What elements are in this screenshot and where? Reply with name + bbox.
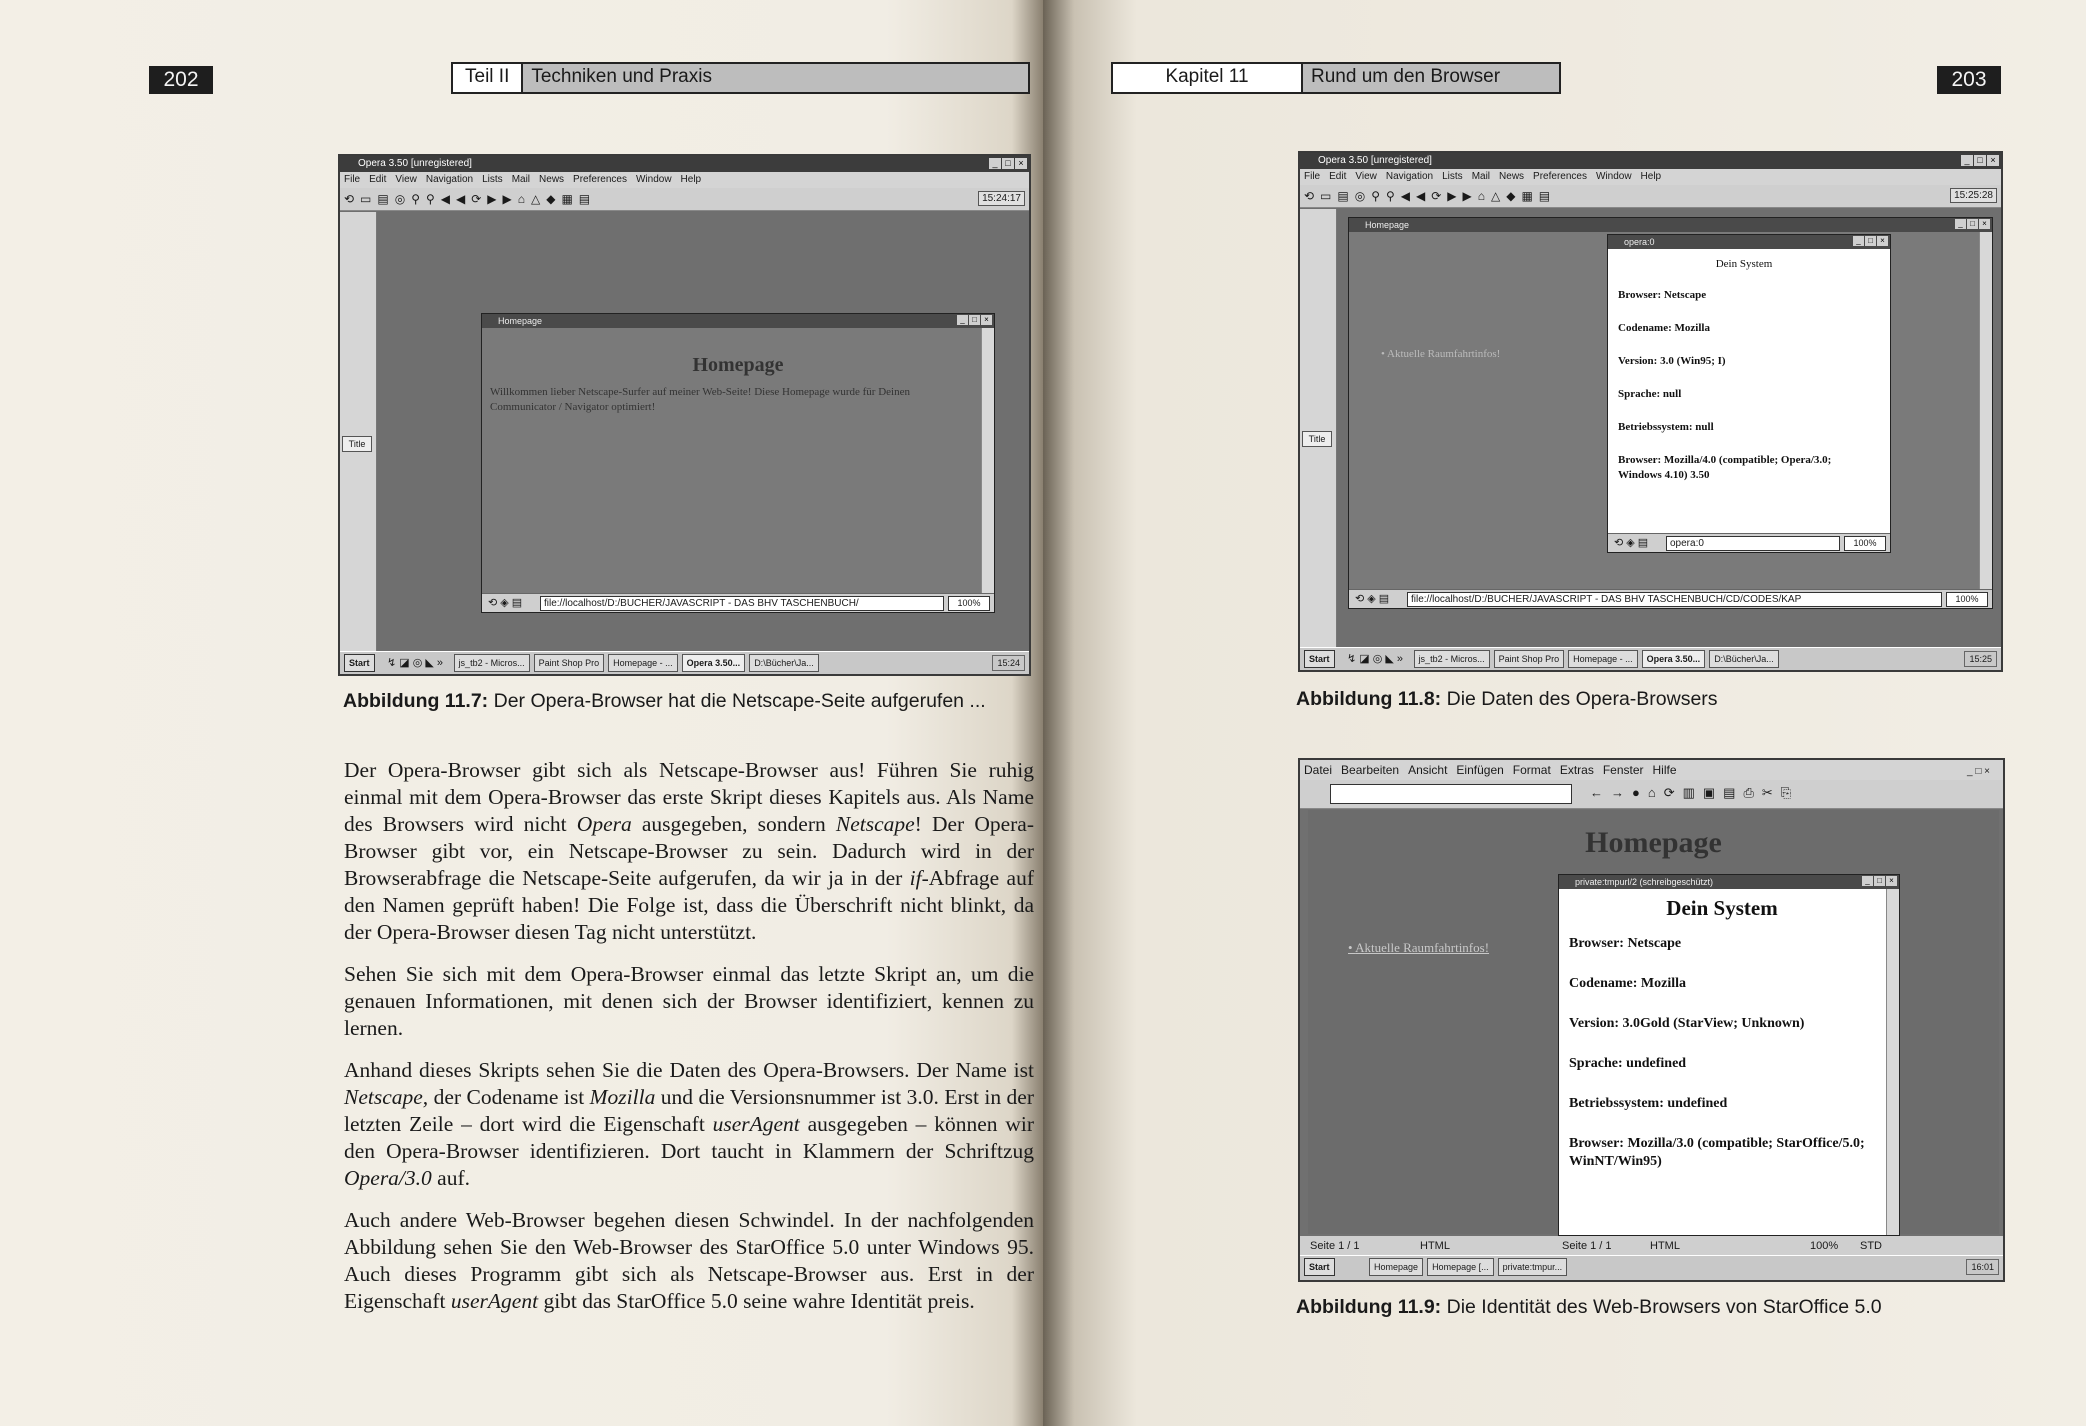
menu-lists[interactable]: Lists bbox=[1442, 171, 1463, 182]
info-browser: Browser: Netscape bbox=[1569, 936, 1682, 951]
app-titlebar bbox=[1300, 153, 2001, 169]
address-input[interactable]: file://localhost/D:/BUCHER/JAVASCRIPT - DAS BHV TASCHENBUCH/ bbox=[540, 596, 944, 611]
maximize-icon[interactable]: □ bbox=[1974, 155, 1986, 166]
paragraph-1 bbox=[344, 757, 1034, 946]
quicklaunch-icons[interactable]: ↯ ◪ ◎ ◣ » bbox=[387, 657, 444, 669]
running-header bbox=[451, 62, 1030, 94]
task-word[interactable]: js_tb2 - Micros... bbox=[1414, 650, 1490, 668]
task-paintshop[interactable]: Paint Shop Pro bbox=[1494, 650, 1565, 668]
figure-caption-1 bbox=[1296, 688, 1718, 711]
status-bar bbox=[1300, 1236, 2003, 1256]
paragraph-4 bbox=[344, 1207, 1034, 1315]
app-titlebar bbox=[340, 156, 1029, 172]
text-run: Der Opera-Browser gibt sich als Netscape-Browser aus! Führen Sie ruhig einmal mit dem Opera-Browser das erste Skript dieses Kapitels aus. Als Name des Browsers wird nicht bbox=[344, 758, 1034, 836]
address-icons[interactable]: ⟲ ◈ ▤ bbox=[488, 597, 523, 609]
info-os: Betriebssystem: null bbox=[1618, 421, 1714, 433]
menu-mail[interactable]: Mail bbox=[1471, 171, 1491, 182]
popup-heading: Dein System bbox=[1666, 896, 1778, 920]
info-browser: Browser: Netscape bbox=[1618, 289, 1707, 301]
figure-11-7-screenshot bbox=[338, 154, 1031, 676]
address-input[interactable]: file://localhost/D:/BUCHER/JAVASCRIPT - DAS BHV TASCHENBUCH/CD/CODES/KAP bbox=[1407, 592, 1942, 607]
document-area bbox=[1308, 810, 1999, 1234]
popup-title: private:tmpurl/2 (schreibgeschützt) bbox=[1575, 877, 1714, 887]
status-zoom: 100% bbox=[1810, 1240, 1839, 1252]
text-run: Auch andere Web-Browser begehen diesen Schwindel. In der nachfolgenden Abbildung sehen Sie den Web-Browser des StarOffice 5.0 unter Windows 95. Auch dieses Programm gibt sich als Netscape-Browser aus. Erst in der Eigenschaft bbox=[344, 1208, 1034, 1313]
status-page: Seite 1 / 1 bbox=[1310, 1240, 1360, 1252]
page-number: 203 bbox=[1937, 66, 2001, 94]
toolbar-icons[interactable]: ⟲▭▤◎⚲⚲◀◀⟳▶▶⌂△◆▦▤ bbox=[344, 192, 597, 206]
clock-display: 15:25:28 bbox=[1950, 188, 1997, 203]
task-word[interactable]: js_tb2 - Micros... bbox=[454, 654, 530, 672]
menu-bearbeiten[interactable]: Bearbeiten bbox=[1341, 763, 1400, 777]
maximize-icon[interactable]: □ bbox=[1967, 219, 1978, 229]
italic-run: userAgent bbox=[712, 1112, 800, 1136]
italic-run: Netscape bbox=[835, 812, 915, 836]
raumfahrt-link[interactable]: • Aktuelle Raumfahrtinfos! bbox=[1348, 940, 1490, 955]
menu-news[interactable]: News bbox=[1499, 171, 1525, 182]
task-homepage[interactable]: Homepage bbox=[1369, 1258, 1423, 1276]
popup-titlebar bbox=[1608, 235, 1890, 249]
maximize-icon[interactable]: □ bbox=[969, 315, 980, 325]
popup-zoom-select[interactable]: 100% bbox=[1844, 536, 1886, 551]
task-paintshop[interactable]: Paint Shop Pro bbox=[534, 654, 605, 672]
toolbar bbox=[340, 188, 1029, 211]
menu-view[interactable]: View bbox=[1355, 171, 1377, 182]
status-mode: HTML bbox=[1420, 1240, 1450, 1252]
popup-heading: Dein System bbox=[1715, 258, 1773, 270]
hotlist-title: Title bbox=[342, 436, 372, 452]
task-opera[interactable]: Opera 3.50... bbox=[682, 654, 746, 672]
caption-text: Der Opera-Browser hat die Netscape-Seite aufgerufen ... bbox=[493, 690, 986, 712]
menu-bar bbox=[1300, 760, 2003, 780]
menu-preferences[interactable]: Preferences bbox=[573, 174, 627, 185]
taskbar-clock: 15:24 bbox=[992, 655, 1025, 671]
info-version: Version: 3.0 (Win95; I) bbox=[1618, 355, 1726, 367]
window-controls[interactable]: _ □ × bbox=[1967, 766, 1990, 777]
menu-edit[interactable]: Edit bbox=[1329, 171, 1347, 182]
info-codename: Codename: Mozilla bbox=[1569, 976, 1687, 991]
info-codename: Codename: Mozilla bbox=[1618, 322, 1710, 334]
taskbar-clock: 15:25 bbox=[1964, 651, 1997, 667]
minimize-icon[interactable]: _ bbox=[1853, 236, 1864, 246]
address-bar bbox=[482, 593, 994, 612]
raumfahrt-link-text[interactable]: Aktuelle Raumfahrtinfos! bbox=[1387, 348, 1501, 360]
page-heading: Homepage bbox=[1585, 826, 1722, 859]
text-run: ! Der Opera-Browser gibt vor, ein Netscape-Browser zu sein. Dadurch wird in der Browserabfrage die Netscape-Seite aufgerufen, da wir ja in der bbox=[344, 812, 1034, 890]
task-private[interactable]: private:tmpur... bbox=[1498, 1258, 1568, 1276]
vertical-scrollbar[interactable] bbox=[1979, 232, 1992, 590]
url-combobox[interactable] bbox=[1330, 784, 1572, 804]
info-language: Sprache: null bbox=[1618, 388, 1682, 400]
caption-label: Abbildung 11.7: bbox=[343, 690, 489, 712]
caption-label: Abbildung 11.8: bbox=[1296, 688, 1442, 710]
header-title: Techniken und Praxis bbox=[523, 64, 1028, 92]
menu-edit[interactable]: Edit bbox=[369, 174, 387, 185]
hotlist-panel[interactable] bbox=[1300, 209, 1337, 648]
text-run: ausgegeben, sondern bbox=[631, 812, 836, 836]
menu-help[interactable]: Help bbox=[1640, 171, 1662, 182]
menu-bar bbox=[340, 172, 1029, 188]
minimize-icon[interactable]: _ bbox=[957, 315, 968, 325]
taskbar bbox=[1300, 1255, 2003, 1280]
minimize-icon[interactable]: _ bbox=[1955, 219, 1966, 229]
raumfahrt-link[interactable]: • Aktuelle Raumfahrtinfos! bbox=[1381, 348, 1501, 360]
toolbar bbox=[1300, 780, 2003, 809]
text-run: ausgegeben – können wir den Opera-Browser identifizieren. Dort taucht in Klammern der Schriftzug bbox=[344, 1112, 1034, 1163]
task-opera[interactable]: Opera 3.50... bbox=[1642, 650, 1706, 668]
text-run: und die Versionsnummer ist 3.0. Erst in der letzten Zeile – dort wird die Eigenschaft bbox=[344, 1085, 1034, 1136]
quicklaunch-icons[interactable]: ↯ ◪ ◎ ◣ » bbox=[1347, 653, 1404, 665]
popup-address-bar bbox=[1608, 533, 1890, 552]
maximize-icon[interactable]: □ bbox=[1874, 876, 1885, 886]
menu-window[interactable]: Window bbox=[635, 174, 672, 185]
hotlist-title: Title bbox=[1302, 431, 1332, 447]
homepage-window-titlebar bbox=[1349, 218, 1992, 232]
page-text: Willkommen lieber Netscape-Surfer auf meiner Web-Seite! Diese Homepage wurde für Deinen Communicator / Navigator optimiert! bbox=[490, 386, 910, 413]
menu-fenster[interactable]: Fenster bbox=[1602, 763, 1644, 777]
task-homepage-2[interactable]: Homepage [... bbox=[1427, 1258, 1494, 1276]
address-bar bbox=[1349, 589, 1992, 608]
menu-window[interactable]: Window bbox=[1595, 171, 1632, 182]
figure-11-9-screenshot bbox=[1298, 758, 2005, 1282]
header-title: Rund um den Browser bbox=[1303, 64, 1559, 92]
info-os: Betriebssystem: undefined bbox=[1569, 1096, 1728, 1111]
vertical-scrollbar[interactable] bbox=[1886, 889, 1899, 1235]
menu-file[interactable]: File bbox=[1304, 171, 1321, 182]
menu-hilfe[interactable]: Hilfe bbox=[1652, 763, 1677, 777]
start-button[interactable]: Start bbox=[1304, 650, 1335, 668]
text-run: Anhand dieses Skripts sehen Sie die Daten des Opera-Browsers. Der Name ist bbox=[344, 1058, 1034, 1082]
staroffice-popup-window[interactable] bbox=[1558, 874, 1900, 1236]
homepage-window-title: Homepage bbox=[498, 316, 543, 326]
close-icon[interactable]: × bbox=[1877, 236, 1888, 246]
homepage-window[interactable] bbox=[481, 313, 995, 613]
minimize-icon[interactable]: _ bbox=[1862, 876, 1873, 886]
homepage-window-titlebar bbox=[482, 314, 994, 328]
maximize-icon[interactable]: □ bbox=[1865, 236, 1876, 246]
hotlist-panel[interactable] bbox=[340, 212, 377, 652]
app-title: Opera 3.50 [unregistered] bbox=[358, 158, 472, 169]
taskbar bbox=[340, 651, 1029, 674]
toolbar-icons[interactable]: ⟲▭▤◎⚲⚲◀◀⟳▶▶⌂△◆▦▤ bbox=[1304, 189, 1557, 203]
close-icon[interactable]: × bbox=[1886, 876, 1897, 886]
start-button[interactable]: Start bbox=[344, 654, 375, 672]
toolbar-icons[interactable]: ←→●⌂⟳▥▣▤⎙✂⎘ bbox=[1590, 785, 1800, 800]
system-info bbox=[1608, 249, 1890, 483]
italic-run: Opera bbox=[576, 812, 632, 836]
italic-run: Netscape, bbox=[344, 1085, 429, 1109]
address-icons[interactable]: ⟲ ◈ ▤ bbox=[1614, 537, 1649, 549]
homepage-window[interactable] bbox=[1348, 217, 1993, 609]
minimize-icon[interactable]: _ bbox=[989, 158, 1001, 169]
task-explorer[interactable]: D:\Bücher\Ja... bbox=[749, 654, 819, 672]
menu-extras[interactable]: Extras bbox=[1559, 763, 1594, 777]
menu-bar bbox=[1300, 169, 2001, 185]
task-explorer[interactable]: D:\Bücher\Ja... bbox=[1709, 650, 1779, 668]
status-page-popup: Seite 1 / 1 bbox=[1562, 1240, 1612, 1252]
zoom-select[interactable]: 100% bbox=[1946, 592, 1988, 607]
text-run: der Codename ist bbox=[428, 1085, 590, 1109]
figure-caption-2 bbox=[1296, 1296, 1882, 1319]
taskbar bbox=[1300, 647, 2001, 670]
zoom-select[interactable]: 100% bbox=[948, 596, 990, 611]
menu-navigation[interactable]: Navigation bbox=[1385, 171, 1434, 182]
menu-view[interactable]: View bbox=[395, 174, 417, 185]
status-mode-popup: HTML bbox=[1650, 1240, 1680, 1252]
menu-mail[interactable]: Mail bbox=[511, 174, 531, 185]
menu-help[interactable]: Help bbox=[680, 174, 702, 185]
menu-preferences[interactable]: Preferences bbox=[1533, 171, 1587, 182]
system-info bbox=[1559, 889, 1899, 1171]
italic-run: userAgent bbox=[450, 1289, 539, 1313]
popup-title: opera:0 bbox=[1624, 237, 1655, 247]
info-useragent: Browser: Mozilla/4.0 (compatible; Opera/3.0; Windows 4.10) 3.50 bbox=[1618, 454, 1832, 481]
menu-einfuegen[interactable]: Einfügen bbox=[1456, 763, 1504, 777]
menu-navigation[interactable]: Navigation bbox=[425, 174, 474, 185]
address-icons[interactable]: ⟲ ◈ ▤ bbox=[1355, 593, 1390, 605]
task-homepage[interactable]: Homepage - ... bbox=[608, 654, 678, 672]
task-homepage[interactable]: Homepage - ... bbox=[1568, 650, 1638, 668]
figure-11-8-screenshot bbox=[1298, 151, 2003, 672]
text-run: -Abfrage auf den Namen geprüft haben! Die Folge ist, dass die Überschrift nicht blinkt, da der Opera-Browser diesen Tag nicht unterstützt. bbox=[344, 866, 1035, 944]
clock-display: 15:24:17 bbox=[978, 191, 1025, 206]
close-icon[interactable]: × bbox=[1979, 219, 1990, 229]
caption-text: Die Daten des Opera-Browsers bbox=[1446, 688, 1718, 710]
homepage-window-title: Homepage bbox=[1365, 220, 1410, 230]
opera-popup-window[interactable] bbox=[1607, 234, 1891, 553]
start-button[interactable]: Start bbox=[1304, 1258, 1335, 1276]
vertical-scrollbar[interactable] bbox=[981, 328, 994, 594]
popup-titlebar bbox=[1559, 875, 1899, 889]
header-part: Teil II bbox=[453, 64, 523, 92]
close-icon[interactable]: × bbox=[981, 315, 992, 325]
status-std: STD bbox=[1860, 1240, 1882, 1252]
close-icon[interactable]: × bbox=[1987, 155, 1999, 166]
menu-lists[interactable]: Lists bbox=[482, 174, 503, 185]
toolbar bbox=[1300, 185, 2001, 208]
taskbar-clock: 16:01 bbox=[1966, 1259, 1999, 1275]
popup-address-input[interactable]: opera:0 bbox=[1666, 536, 1840, 551]
caption-text: Die Identität des Web-Browsers von StarOffice 5.0 bbox=[1446, 1296, 1882, 1318]
maximize-icon[interactable]: □ bbox=[1002, 158, 1014, 169]
right-page bbox=[1043, 0, 2086, 1426]
raumfahrt-link-text[interactable]: Aktuelle Raumfahrtinfos! bbox=[1355, 940, 1490, 955]
close-icon[interactable]: × bbox=[1015, 158, 1027, 169]
italic-run: if bbox=[909, 866, 922, 890]
page-number: 202 bbox=[149, 66, 213, 94]
page-heading: Homepage bbox=[692, 354, 784, 376]
menu-ansicht[interactable]: Ansicht bbox=[1408, 763, 1448, 777]
paragraph-3 bbox=[344, 1057, 1034, 1192]
running-header bbox=[1111, 62, 1561, 94]
info-language: Sprache: undefined bbox=[1569, 1056, 1687, 1071]
app-title: Opera 3.50 [unregistered] bbox=[1318, 155, 1432, 166]
italic-run: Opera/3.0 bbox=[344, 1166, 432, 1190]
body-text bbox=[344, 757, 1034, 1330]
text-run: auf. bbox=[431, 1166, 470, 1190]
italic-run: Mozilla bbox=[589, 1085, 656, 1109]
info-useragent: Browser: Mozilla/3.0 (compatible; StarOffice/5.0; WinNT/Win95) bbox=[1569, 1136, 1865, 1169]
figure-caption bbox=[343, 690, 986, 713]
minimize-icon[interactable]: _ bbox=[1961, 155, 1973, 166]
menu-format[interactable]: Format bbox=[1512, 763, 1551, 777]
paragraph-2: Sehen Sie sich mit dem Opera-Browser einmal das letzte Skript an, um die genauen Informationen, mit denen sich der Browser identifiziert, kennen zu lernen. bbox=[344, 962, 1034, 1040]
text-run: gibt das StarOffice 5.0 seine wahre Identität preis. bbox=[538, 1289, 975, 1313]
menu-news[interactable]: News bbox=[539, 174, 565, 185]
menu-datei[interactable]: Datei bbox=[1304, 763, 1333, 777]
caption-label: Abbildung 11.9: bbox=[1296, 1296, 1442, 1318]
header-chapter: Kapitel 11 bbox=[1113, 64, 1303, 92]
menu-file[interactable]: File bbox=[344, 174, 361, 185]
info-version: Version: 3.0Gold (StarView; Unknown) bbox=[1569, 1016, 1805, 1031]
